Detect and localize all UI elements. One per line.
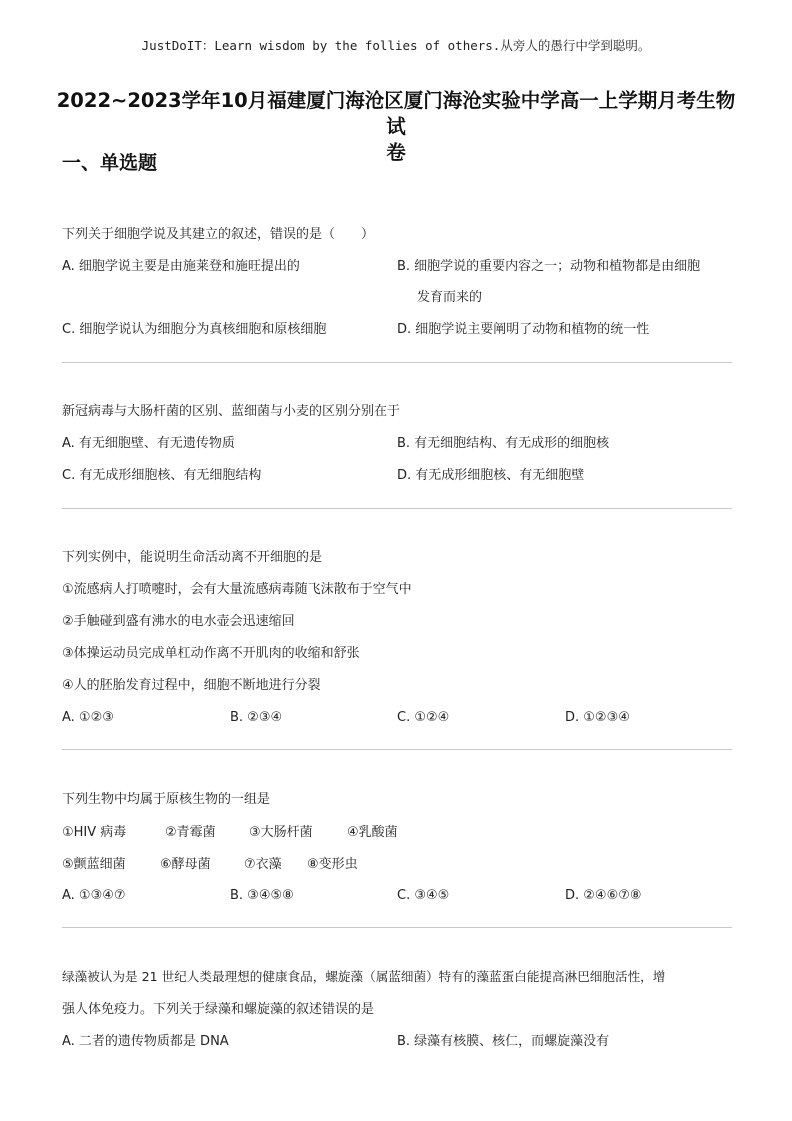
page-header-motto: JustDoIT：Learn wisdom by the follies of others.从旁人的愚行中学到聪明。 [141,38,651,53]
question-5-stem-line1: 绿藻被认为是 21 世纪人类最理想的健康食品，螺旋藻（属蓝细菌）特有的藻蓝蛋白能提高淋巴细胞活性，增 [62,969,666,984]
question-2-stem: 新冠病毒与大肠杆菌的区别、蓝细菌与小麦的区别分别在于 [62,404,401,419]
question-4-option-a[interactable]: A. ①③④⑦ [62,888,126,903]
question-divider [62,508,732,509]
question-5-option-b[interactable]: B. 绿藻有核膜、核仁，而螺旋藻没有 [397,1034,610,1049]
question-5-stem-line2: 强人体免疫力。下列关于绿藻和螺旋藻的叙述错误的是 [62,1002,375,1017]
question-4-item: ⑤颤蓝细菌 [62,857,126,872]
question-4-item: ②青霉菌 [165,825,216,840]
question-4-item: ④乳酸菌 [347,825,398,840]
exam-title-line2: 卷 [386,141,406,164]
question-3-option-a[interactable]: A. ①②③ [62,710,114,725]
question-4-item: ⑥酵母菌 [160,857,211,872]
question-3-option-d[interactable]: D. ①②③④ [565,710,630,725]
question-1-stem: 下列关于细胞学说及其建立的叙述，错误的是（ ） [62,227,375,242]
question-2-option-b[interactable]: B. 有无细胞结构、有无成形的细胞核 [397,436,610,451]
question-1-option-b-cont: 发育而来的 [417,290,483,305]
question-1-option-b[interactable]: B. 细胞学说的重要内容之一；动物和植物都是由细胞 [397,259,701,274]
question-3-item-1: ①流感病人打喷嚏时，会有大量流感病毒随飞沫散布于空气中 [62,582,412,597]
question-3-item-4: ④人的胚胎发育过程中，细胞不断地进行分裂 [62,678,321,693]
question-2-option-d[interactable]: D. 有无成形细胞核、有无细胞壁 [397,468,585,483]
question-3-stem: 下列实例中，能说明生命活动离不开细胞的是 [62,550,323,565]
exam-title-line1: 2022~2023学年10月福建厦门海沧区厦门海沧实验中学高一上学期月考生物试 [56,89,736,138]
question-3-option-c[interactable]: C. ①②④ [397,710,450,725]
question-divider [62,927,732,928]
question-4-option-b[interactable]: B. ③④⑤⑧ [230,888,294,903]
exam-title [56,88,736,166]
question-4-item: ①HIV 病毒 [62,825,127,840]
question-1-option-c[interactable]: C. 细胞学说认为细胞分为真核细胞和原核细胞 [62,322,327,337]
question-1-option-d[interactable]: D. 细胞学说主要阐明了动物和植物的统一性 [397,322,650,337]
question-4-option-c[interactable]: C. ③④⑤ [397,888,450,903]
question-4-option-d[interactable]: D. ②④⑥⑦⑧ [565,888,642,903]
question-4-item: ⑧变形虫 [307,857,358,872]
question-3-item-3: ③体操运动员完成单杠动作离不开肌肉的收缩和舒张 [62,646,360,661]
question-3-option-b[interactable]: B. ②③④ [230,710,283,725]
question-1-option-a[interactable]: A. 细胞学说主要是由施莱登和施旺提出的 [62,259,300,274]
question-3-item-2: ②手触碰到盛有沸水的电水壶会迅速缩回 [62,614,295,629]
question-4-item: ③大肠杆菌 [249,825,313,840]
question-4-item: ⑦衣藻 [244,857,282,872]
question-4-stem: 下列生物中均属于原核生物的一组是 [62,792,271,807]
question-2-option-a[interactable]: A. 有无细胞壁、有无遗传物质 [62,436,235,451]
section-heading: 一、单选题 [62,152,158,174]
question-5-option-a[interactable]: A. 二者的遗传物质都是 DNA [62,1034,229,1049]
question-divider [62,749,732,750]
question-2-option-c[interactable]: C. 有无成形细胞核、有无细胞结构 [62,468,262,483]
question-divider [62,362,732,363]
